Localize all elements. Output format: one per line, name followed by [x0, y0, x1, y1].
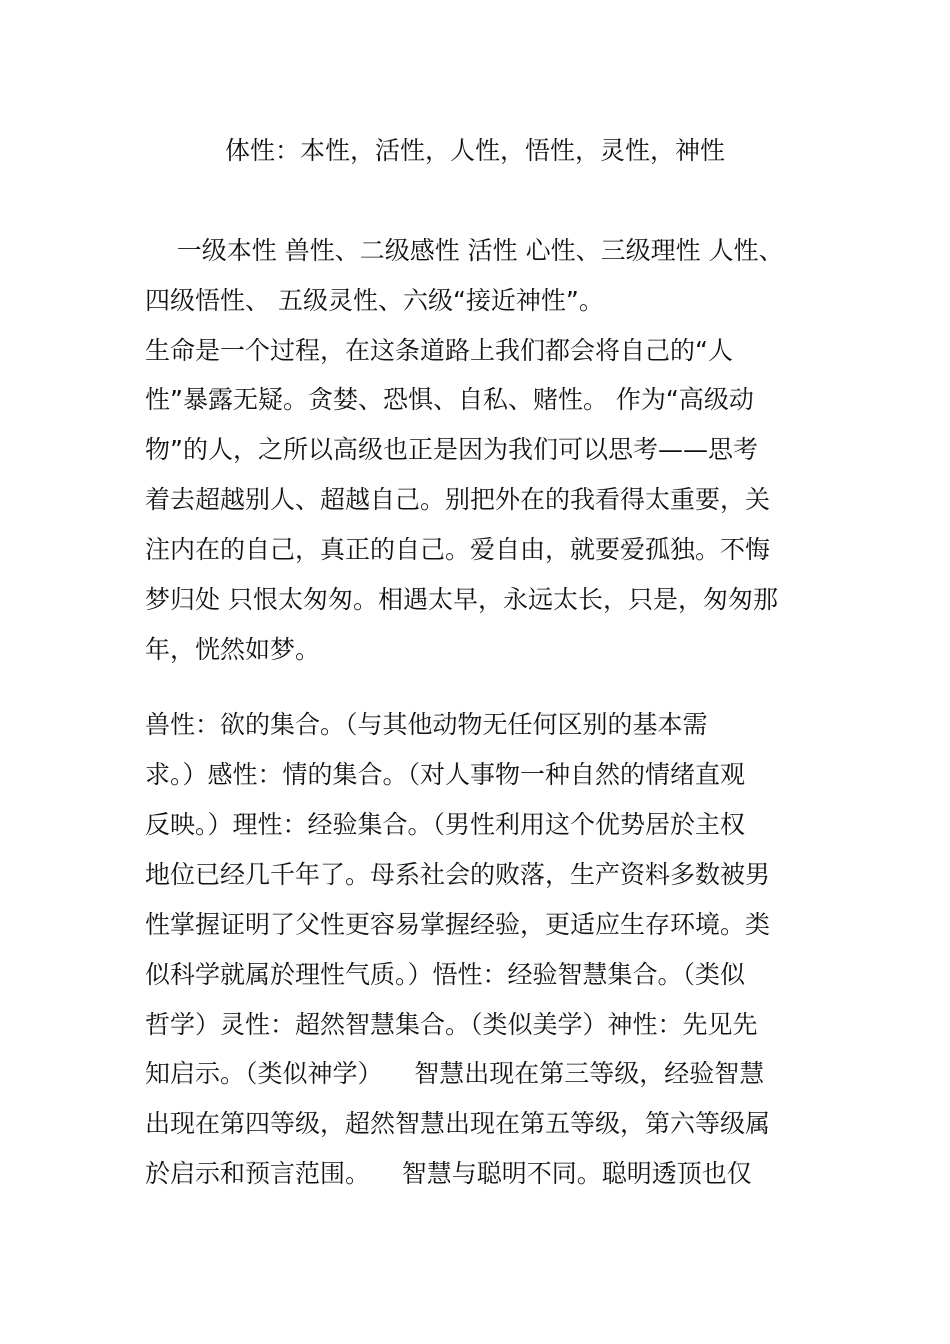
text-line: 兽性：欲的集合。（与其他动物无任何区别的基本需 — [145, 710, 708, 739]
text-line: 於启示和预言范围。 智慧与聪明不同。聪明透顶也仅 — [145, 1159, 752, 1188]
text-line: 求。）感性：情的集合。（对人事物一种自然的情绪直观 — [145, 760, 746, 789]
text-line: 地位已经几千年了。母系社会的败落，生产资料多数被男 — [145, 860, 771, 889]
text-line: 梦归处 只恨太匆匆。相遇太早，永远太长，只是，匆匆那 — [145, 585, 778, 614]
text-line: 着去超越别人、超越自己。别把外在的我看得太重要，关 — [145, 485, 771, 514]
text-line: 年，恍然如梦。 — [145, 635, 321, 664]
text-line: 出现在第四等级，超然智慧出现在第五等级，第六等级属 — [145, 1109, 771, 1138]
text-line: 性”暴露无疑。贪婪、恐惧、自私、赌性。 作为“高级动 — [145, 385, 754, 414]
text-line: 知启示。（类似神学） 智慧出现在第三等级，经验智慧 — [145, 1059, 765, 1088]
text-line: 注内在的自己，真正的自己。爱自由，就要爱孤独。不悔 — [145, 535, 771, 564]
text-line: 一级本性 兽性、二级感性 活性 心性、三级理性 人性、 — [145, 236, 784, 265]
text-line: 似科学就属於理性气质。）悟性：经验智慧集合。（类似 — [145, 960, 746, 989]
text-line: 哲学）灵性：超然智慧集合。（类似美学）神性：先见先 — [145, 1010, 758, 1039]
text-line: 性掌握证明了父性更容易掌握经验，更适应生存环境。类 — [145, 910, 771, 939]
text-line: 生命是一个过程，在这条道路上我们都会将自己的“人 — [145, 336, 733, 365]
text-line: 物”的人，之所以高级也正是因为我们可以思考——思考 — [145, 435, 758, 464]
text-line: 反映。）理性：经验集合。（男性利用这个优势居於主权 — [145, 810, 746, 839]
document-title: 体性：本性，活性，人性，悟性，灵性，神性 — [224, 136, 725, 165]
text-line: 四级悟性、 五级灵性、六级“接近神性”。 — [145, 286, 604, 315]
